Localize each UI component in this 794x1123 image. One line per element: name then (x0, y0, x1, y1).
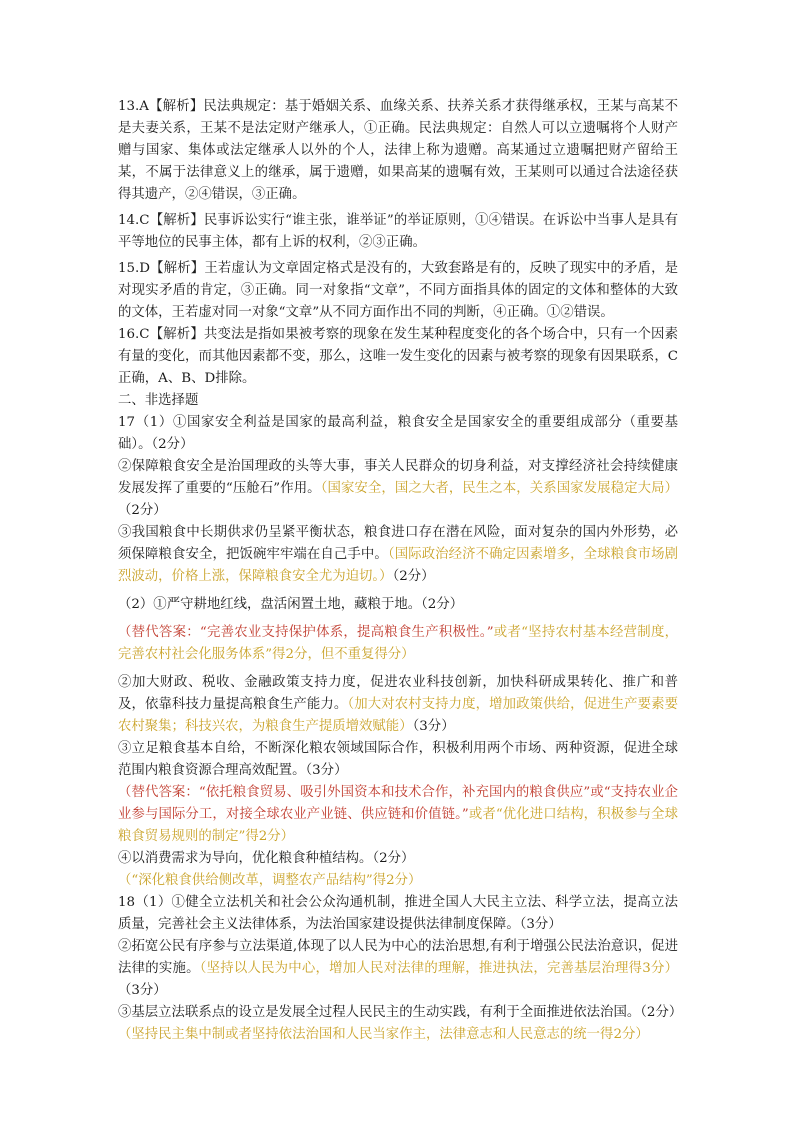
answer-17-1-b (118, 456, 678, 522)
answer-18-1-c (118, 1002, 683, 1046)
score: （2分） (392, 569, 435, 584)
alternative-answer: （加大对农村支持力度，增加政策供给，促进生产要素要农村聚集；科技兴农，为粮食生产提质增效赋能） (118, 697, 678, 734)
alternative-answer: （坚持民主集中制或者坚持依法治国和人民当家作主，法律意志和人民意志的统一得2分） (118, 1027, 649, 1042)
answer-text: ②保障粮食安全是治国理政的头等大事，事关人民群众的切身利益，对支撑经济社会持续健康发展发挥了重要的“压舱石”作用。 (118, 459, 678, 496)
answer-18-1-b (118, 936, 678, 1002)
alternative-answer: （国家安全，国之大者，民生之本，关系国家发展稳定大局） (320, 481, 678, 496)
answer-17-2-d-alt: （“深化粮食供给侧改革，调整农产品结构”得2分） (118, 873, 422, 888)
score: （2分） (118, 503, 167, 518)
answer-15: 15.D【解析】王若虚认为文章固定格式是没有的，大致套路是有的，反映了现实中的矛盾，是对现实矛盾的肯定，③正确。同一对象指“文章”，不同方面指具体的固定的文体和整体的大致的文体，王若虚对同一对象“文章”从不同方面作出不同的判断，④正确。①②错误。 (118, 261, 678, 320)
answer-17-2-d: ④以消费需求为导向，优化粮食种植结构。（2分） (118, 851, 415, 866)
answer-17-2-b (118, 672, 678, 738)
score: （3分） (412, 719, 455, 734)
answer-text: ②拓宽公民有序参与立法渠道,体现了以人民为中心的法治思想,有利于增强公民法治意识，促进法律的实施。 (118, 939, 678, 976)
answer-17-2-a-alt (118, 622, 678, 666)
section-heading: 二、非选择题 (118, 393, 199, 408)
score: （3分） (118, 983, 167, 998)
answer-17-1-c (118, 522, 678, 588)
answer-text: ③基层立法联系点的设立是发展全过程人民民主的生动实践，有利于全面推进依法治国。（2分） (118, 1005, 683, 1020)
answer-13: 13.A【解析】民法典规定：基于婚姻关系、血缘关系、扶养关系才获得继承权，王某与高某不是夫妻关系，王某不是法定财产继承人，①正确。民法典规定：自然人可以立遗嘱将个人财产赠与国家、集体或法定继承人以外的个人，法律上称为遗赠。高某通过立遗嘱把财产留给王某，不属于法律意义上的继承，属于遗赠，如果高某的遗嘱有效，王某则可以通过合法途径获得其遗产，②④错误，③正确。 (118, 99, 678, 202)
alternative-answer: 或者“优化进口结构，积极参与全球粮食贸易规则的制定”得2分） (118, 807, 678, 844)
answer-18-1-a: 18（1）①健全立法机关和社会公众沟通机制，推进全国人大民主立法、科学立法，提高立法质量，完善社会主义法律体系，为法治国家建设提供法律制度保障。（3分） (118, 895, 678, 932)
alternative-answer: （国际政治经济不确定因素增多，全球粮食市场剧烈波动，价格上涨，保障粮食安全尤为迫切。） (118, 547, 678, 584)
alternative-answer: 或者“坚持农村基本经营制度，完善农村社会化服务体系”得2分，但不重复得分） (118, 625, 678, 662)
alternative-answer: （坚持以人民为中心，增加人民对法律的理解，推进执法，完善基层治理得3分） (199, 961, 678, 976)
answer-text: ②加大财政、税收、金融政策支持力度，促进农业科技创新，加快科研成果转化、推广和普及，依靠科技力量提高粮食生产能力。 (118, 675, 678, 712)
alternative-answer-red: （替代答案：“依托粮食贸易、吸引外国资本和技术合作，补充国内的粮食供应”或“支持农业企业参与国际分工，对接全球农业产业链、供应链和价值链。” (118, 785, 678, 822)
answer-17-2-a: （2）①严守耕地红线，盘活闲置土地，藏粮于地。（2分） (118, 597, 464, 612)
alternative-answer-red: （替代答案：“完善农业支持保护体系，提高粮食生产积极性。” (118, 625, 494, 640)
answer-17-2-c-alt (118, 782, 678, 848)
answer-17-2-c: ③立足粮食基本自给，不断深化粮农领域国际合作，积极利用两个市场、两种资源，促进全球范围内粮食资源合理高效配置。（3分） (118, 741, 678, 778)
answer-document (118, 96, 683, 1046)
answer-14: 14.C【解析】民事诉讼实行“谁主张，谁举证”的举证原则，①④错误。在诉讼中当事人是具有平等地位的民事主体，都有上诉的权利，②③正确。 (118, 213, 678, 250)
answer-text: ③我国粮食中长期供求仍呈紧平衡状态，粮食进口存在潜在风险，面对复杂的国内外形势，必须保障粮食安全，把饭碗牢牢端在自己手中。 (118, 525, 678, 562)
answer-17-1-a: 17（1）①国家安全利益是国家的最高利益，粮食安全是国家安全的重要组成部分（重要基础）。（2分） (118, 415, 678, 452)
answer-16: 16.C【解析】共变法是指如果被考察的现象在发生某种程度变化的各个场合中，只有一个因素有量的变化，而其他因素都不变，那么，这唯一发生变化的因素与被考察的现象有因果联系，C正确，A、B、D排除。 (118, 327, 678, 386)
